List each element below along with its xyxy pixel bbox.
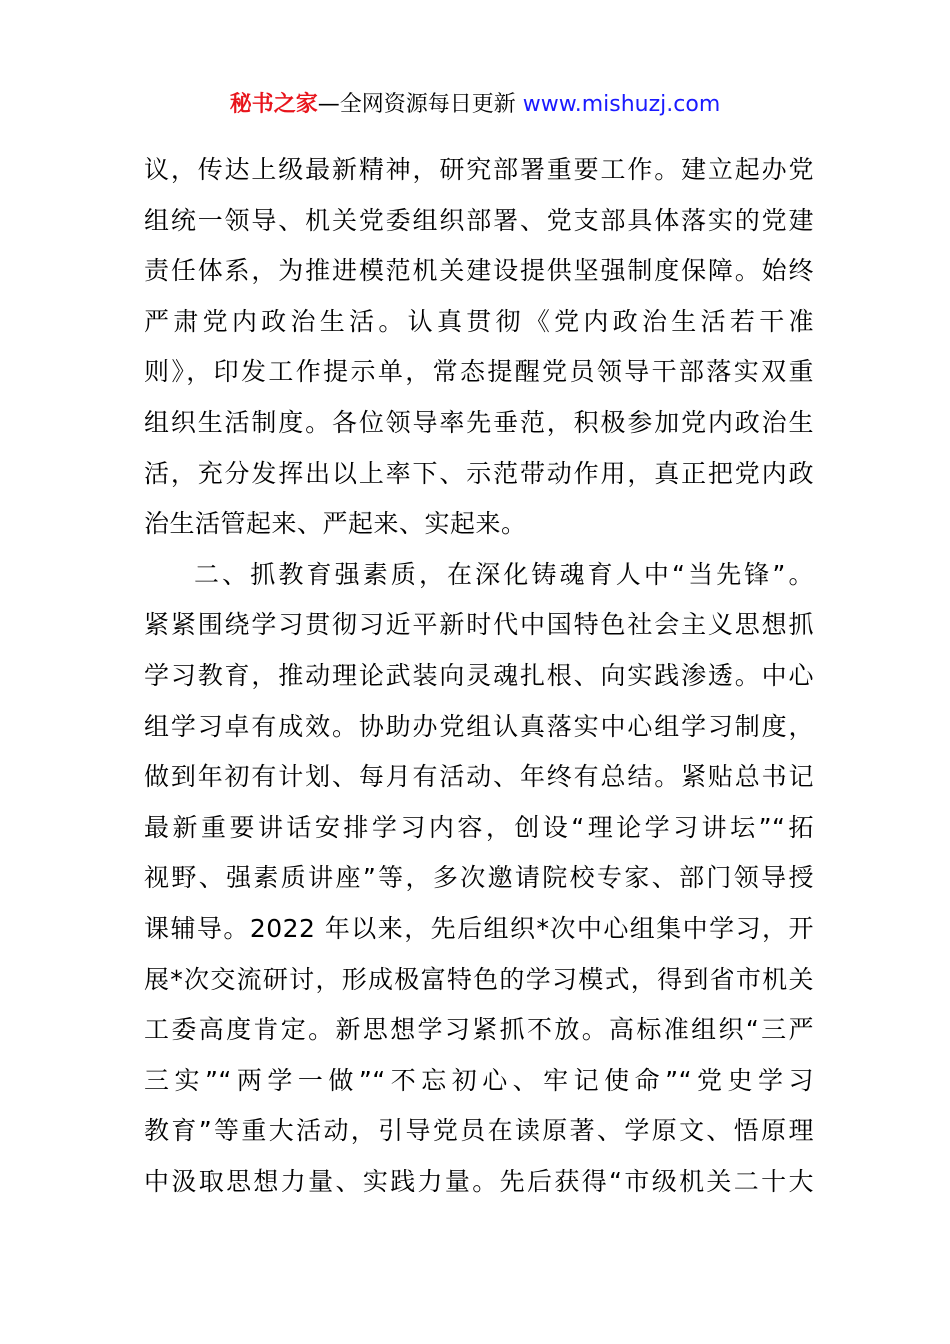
body-line: 严肃党内政治生活。认真贯彻《党内政治生活若干准 xyxy=(144,306,814,336)
body-line: 教育”等重大活动，引导党员在读原著、学原文、悟原理 xyxy=(144,1116,814,1146)
body-line: 工委高度肯定。新思想学习紧抓不放。高标准组织“三严 xyxy=(144,1015,814,1045)
body-line: 活，充分发挥出以上率下、示范带动作用，真正把党内政 xyxy=(144,458,814,488)
body-line: 最新重要讲话安排学习内容，创设“理论学习讲坛”“拓 xyxy=(144,812,814,842)
document-body xyxy=(144,145,814,1207)
page-header xyxy=(0,88,950,122)
body-line: 视野、强素质讲座”等，多次邀请院校专家、部门领导授 xyxy=(144,863,814,893)
body-line: 展*次交流研讨，形成极富特色的学习模式，得到省市机关 xyxy=(144,964,814,994)
section-heading: 二、抓教育强素质，在深化铸魂育人中“当先锋”。 xyxy=(194,559,814,589)
site-url-link[interactable]: www.mishuzj.com xyxy=(522,92,721,117)
body-line: 组学习卓有成效。协助办党组认真落实中心组学习制度， xyxy=(144,711,814,741)
body-line: 中汲取思想力量、实践力量。先后获得“市级机关二十大 xyxy=(144,1166,814,1196)
body-line: 做到年初有计划、每月有活动、年终有总结。紧贴总书记 xyxy=(144,762,814,792)
body-line: 治生活管起来、严起来、实起来。 xyxy=(144,509,527,539)
body-line: 责任体系，为推进模范机关建设提供坚强制度保障。始终 xyxy=(144,256,814,286)
body-line: 组统一领导、机关党委组织部署、党支部具体落实的党建 xyxy=(144,205,814,235)
body-line: 学习教育，推动理论武装向灵魂扎根、向实践渗透。中心 xyxy=(144,660,814,690)
body-line: 课辅导。2022 年以来，先后组织*次中心组集中学习，开 xyxy=(144,913,814,943)
body-line: 组织生活制度。各位领导率先垂范，积极参加党内政治生 xyxy=(144,407,814,437)
site-tagline: —全网资源每日更新 xyxy=(317,92,523,117)
body-line: 议，传达上级最新精神，研究部署重要工作。建立起办党 xyxy=(144,155,814,184)
body-line: 紧紧围绕学习贯彻习近平新时代中国特色社会主义思想抓 xyxy=(144,610,814,640)
body-line: 三实”“两学一做”“不忘初心、牢记使命”“党史学习 xyxy=(144,1065,814,1095)
body-line: 则》，印发工作提示单，常态提醒党员领导干部落实双重 xyxy=(144,357,814,387)
site-brand: 秘书之家 xyxy=(229,92,318,117)
